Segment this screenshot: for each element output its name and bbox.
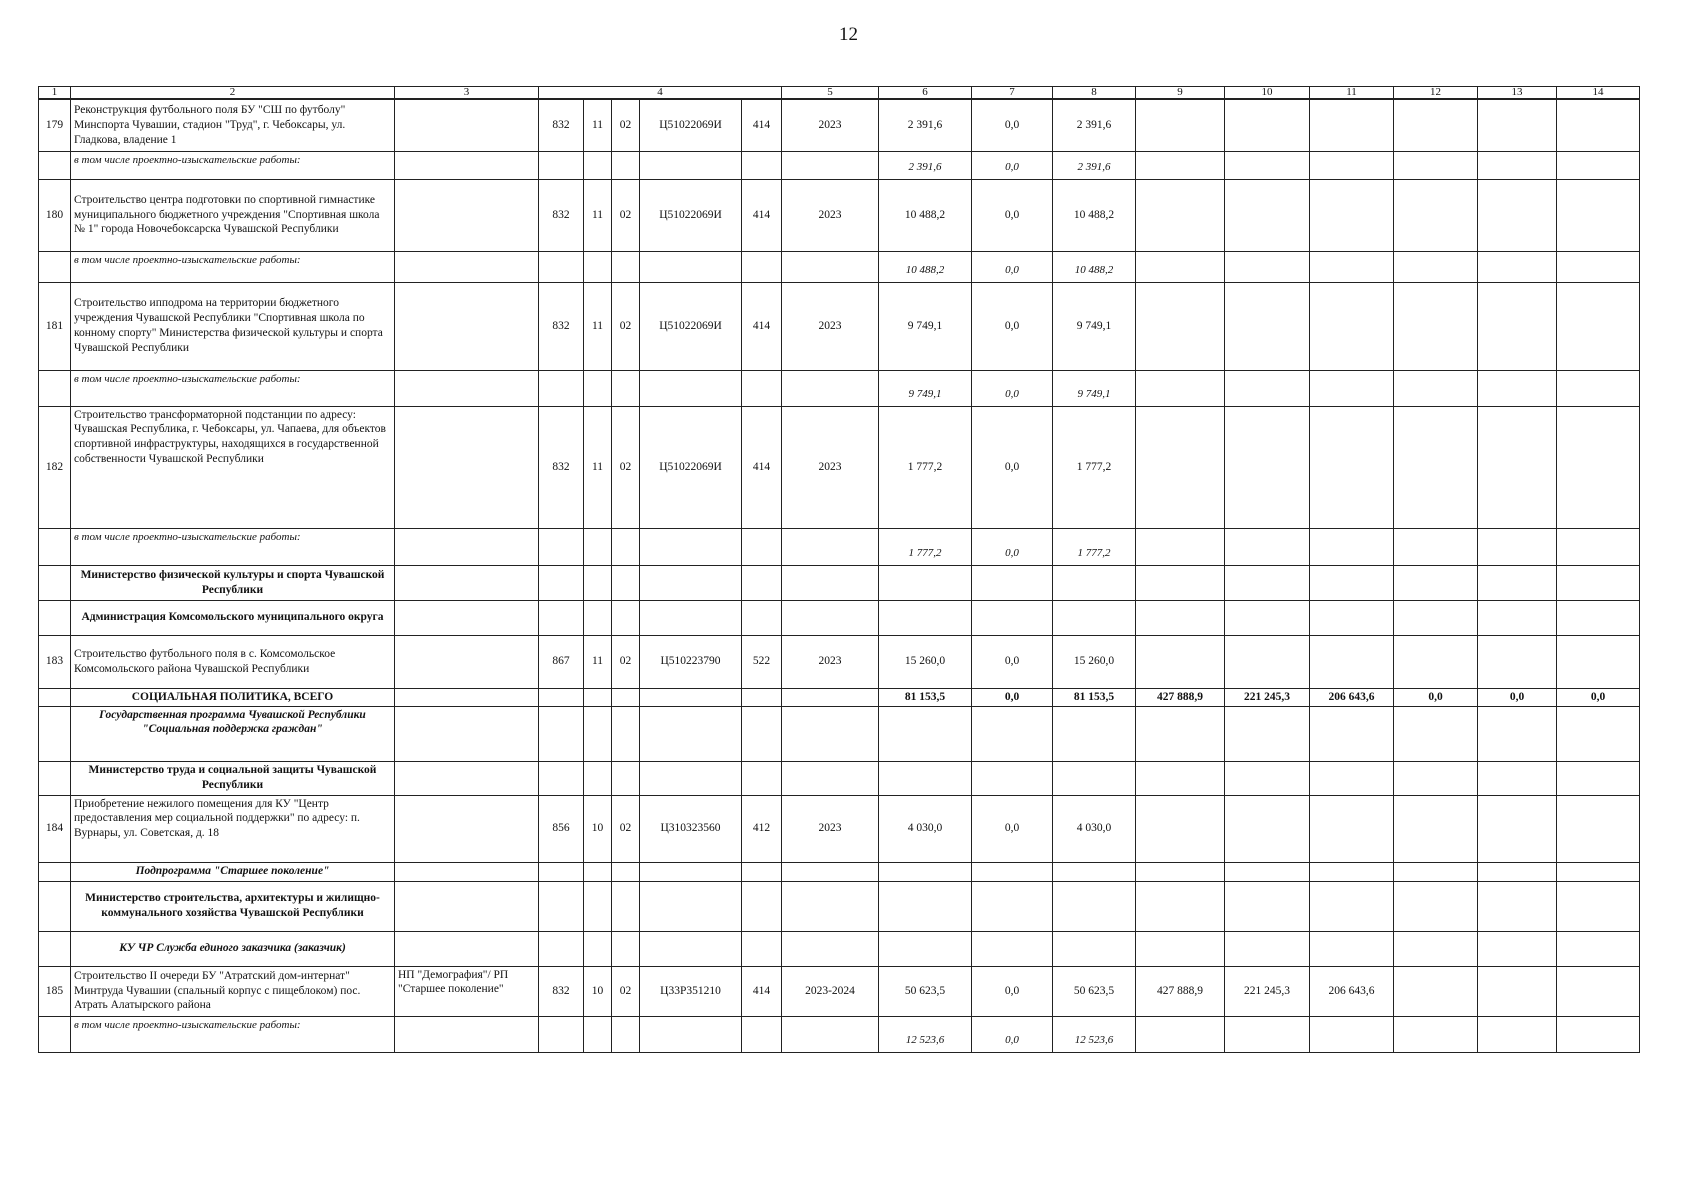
value-col7: 0,0: [972, 99, 1053, 151]
value-col8: 15 260,0: [1053, 635, 1136, 688]
row-number: 179: [39, 99, 71, 151]
subsection-code: 02: [612, 99, 640, 151]
row-number: 185: [39, 966, 71, 1016]
total-col6: 81 153,5: [879, 688, 972, 706]
target-article-code: Ц51022069И: [640, 406, 742, 528]
value-col7: 0,0: [972, 528, 1053, 565]
target-article-code: Ц51022069И: [640, 282, 742, 370]
value-col6: 10 488,2: [879, 251, 972, 282]
total-col8: 81 153,5: [1053, 688, 1136, 706]
object-name: Приобретение нежилого помещения для КУ "Центр предоставления мер социальной поддержки" по адресу: п. Вурнары, ул. Советская, д. 18: [71, 795, 395, 862]
table-subrow: [39, 370, 1640, 406]
row-number: 181: [39, 282, 71, 370]
page-number: 12: [839, 24, 858, 45]
table-subrow: [39, 251, 1640, 282]
year-cell: 2023: [782, 282, 879, 370]
expense-type-code: 522: [742, 635, 782, 688]
target-article-code: Ц51022069И: [640, 179, 742, 251]
table-row: [39, 282, 1640, 370]
value-col6: 50 623,5: [879, 966, 972, 1016]
total-col9: 427 888,9: [1136, 688, 1225, 706]
col-header: 2: [71, 87, 395, 100]
section-code: 10: [584, 795, 612, 862]
row-number: 184: [39, 795, 71, 862]
col-header: 12: [1394, 87, 1478, 100]
section-code: 10: [584, 966, 612, 1016]
total-col7: 0,0: [972, 688, 1053, 706]
expense-type-code: 414: [742, 282, 782, 370]
total-label: СОЦИАЛЬНАЯ ПОЛИТИКА, ВСЕГО: [71, 688, 395, 706]
subsection-code: 02: [612, 282, 640, 370]
col-header: 10: [1225, 87, 1310, 100]
section-heading-row: [39, 862, 1640, 881]
subrow-label: в том числе проектно-изыскательские работы:: [71, 251, 395, 282]
target-article-code: Ц510223790: [640, 635, 742, 688]
subsection-code: 02: [612, 966, 640, 1016]
value-col7: 0,0: [972, 1016, 1053, 1052]
value-col6: 4 030,0: [879, 795, 972, 862]
table-subrow: [39, 528, 1640, 565]
subsection-code: 02: [612, 635, 640, 688]
value-col8: 2 391,6: [1053, 99, 1136, 151]
year-cell: 2023: [782, 99, 879, 151]
table-row: [39, 406, 1640, 528]
value-col8: 10 488,2: [1053, 179, 1136, 251]
project-cell: [395, 635, 539, 688]
budget-table: [38, 86, 1640, 1053]
object-name: Строительство футбольного поля в с. Комсомольское Комсомольского района Чувашской Республики: [71, 635, 395, 688]
value-col7: 0,0: [972, 282, 1053, 370]
value-col6: 10 488,2: [879, 179, 972, 251]
value-col6: 1 777,2: [879, 406, 972, 528]
project-cell: [395, 282, 539, 370]
section-heading-row: [39, 706, 1640, 761]
section-heading: Администрация Комсомольского муниципального округа: [71, 600, 395, 635]
value-col9: 427 888,9: [1136, 966, 1225, 1016]
col-header: 14: [1557, 87, 1640, 100]
total-col11: 206 643,6: [1310, 688, 1394, 706]
grbs-code: 856: [539, 795, 584, 862]
project-cell: [395, 795, 539, 862]
project-cell: [395, 179, 539, 251]
value-col8: 1 777,2: [1053, 406, 1136, 528]
value-col8: 1 777,2: [1053, 528, 1136, 565]
total-col12: 0,0: [1394, 688, 1478, 706]
expense-type-code: 412: [742, 795, 782, 862]
target-article-code: Ц51022069И: [640, 99, 742, 151]
col-header: 9: [1136, 87, 1225, 100]
object-name: Строительство центра подготовки по спортивной гимнастике муниципального бюджетного учреждения "Спортивная школа № 1" города Новочебоксарска Чувашской Республики: [71, 179, 395, 251]
year-cell: 2023-2024: [782, 966, 879, 1016]
value-col8: 50 623,5: [1053, 966, 1136, 1016]
value-col7: 0,0: [972, 251, 1053, 282]
object-name: Строительство ипподрома на территории бюджетного учреждения Чувашской Республики "Спортивная школа по конному спорту" Министерства физической культуры и спорта Чувашской Республики: [71, 282, 395, 370]
section-code: 11: [584, 282, 612, 370]
year-cell: 2023: [782, 795, 879, 862]
value-col7: 0,0: [972, 795, 1053, 862]
value-col6: 1 777,2: [879, 528, 972, 565]
column-number-row: [39, 87, 1640, 100]
customer-heading: КУ ЧР Служба единого заказчика (заказчик): [71, 931, 395, 966]
value-col7: 0,0: [972, 635, 1053, 688]
total-col13: 0,0: [1478, 688, 1557, 706]
project-cell: НП "Демография"/ РП "Старшее поколение": [395, 966, 539, 1016]
grbs-code: 832: [539, 99, 584, 151]
expense-type-code: 414: [742, 406, 782, 528]
col-header: 11: [1310, 87, 1394, 100]
expense-type-code: 414: [742, 179, 782, 251]
section-heading: Министерство труда и социальной защиты Чувашской Республики: [71, 761, 395, 795]
value-col7: 0,0: [972, 151, 1053, 179]
grbs-code: 832: [539, 966, 584, 1016]
row-number: 180: [39, 179, 71, 251]
year-cell: 2023: [782, 635, 879, 688]
subsection-code: 02: [612, 406, 640, 528]
value-col7: 0,0: [972, 406, 1053, 528]
col-header: 3: [395, 87, 539, 100]
value-col8: 10 488,2: [1053, 251, 1136, 282]
section-code: 11: [584, 179, 612, 251]
grbs-code: 832: [539, 406, 584, 528]
total-col14: 0,0: [1557, 688, 1640, 706]
object-name: Реконструкция футбольного поля БУ "СШ по футболу" Минспорта Чувашии, стадион "Труд", г. Чебоксары, ул. Гладкова, владение 1: [71, 99, 395, 151]
section-code: 11: [584, 635, 612, 688]
table-row: [39, 795, 1640, 862]
row-number: 183: [39, 635, 71, 688]
value-col8: 2 391,6: [1053, 151, 1136, 179]
value-col7: 0,0: [972, 966, 1053, 1016]
section-heading: Министерство строительства, архитектуры и жилищно-коммунального хозяйства Чувашской Республики: [71, 881, 395, 931]
value-col7: 0,0: [972, 179, 1053, 251]
table-subrow: [39, 151, 1640, 179]
grbs-code: 832: [539, 179, 584, 251]
col-header: 8: [1053, 87, 1136, 100]
subrow-label: в том числе проектно-изыскательские работы:: [71, 151, 395, 179]
value-col11: 206 643,6: [1310, 966, 1394, 1016]
year-cell: 2023: [782, 179, 879, 251]
program-heading: Государственная программа Чувашской Республики "Социальная поддержка граждан": [71, 706, 395, 761]
project-cell: [395, 406, 539, 528]
value-col7: 0,0: [972, 370, 1053, 406]
value-col8: 9 749,1: [1053, 282, 1136, 370]
table-subrow: [39, 1016, 1640, 1052]
value-col8: 12 523,6: [1053, 1016, 1136, 1052]
value-col6: 12 523,6: [879, 1016, 972, 1052]
target-article-code: Ц33Р351210: [640, 966, 742, 1016]
row-number: 182: [39, 406, 71, 528]
value-col10: 221 245,3: [1225, 966, 1310, 1016]
col-header: 4: [539, 87, 782, 100]
value-col6: 15 260,0: [879, 635, 972, 688]
object-name: Строительство трансформаторной подстанции по адресу: Чувашская Республика, г. Чебоксары, ул. Чапаева, для объектов спортивной инфраструктуры, находящихся в государственной собственности Чувашской Республики: [71, 406, 395, 528]
value-col6: 2 391,6: [879, 151, 972, 179]
section-heading-row: [39, 881, 1640, 931]
section-heading: Министерство физической культуры и спорта Чувашской Республики: [71, 565, 395, 600]
col-header: 7: [972, 87, 1053, 100]
col-header: 13: [1478, 87, 1557, 100]
value-col8: 4 030,0: [1053, 795, 1136, 862]
subrow-label: в том числе проектно-изыскательские работы:: [71, 528, 395, 565]
value-col6: 9 749,1: [879, 282, 972, 370]
section-heading-row: [39, 565, 1640, 600]
value-col8: 9 749,1: [1053, 370, 1136, 406]
subsection-code: 02: [612, 179, 640, 251]
subrow-label: в том числе проектно-изыскательские работы:: [71, 370, 395, 406]
object-name: Строительство II очереди БУ "Атратский дом-интернат" Минтруда Чувашии (спальный корпус с пищеблоком) пос. Атрать Алатырского района: [71, 966, 395, 1016]
year-cell: 2023: [782, 406, 879, 528]
section-heading-row: [39, 600, 1640, 635]
section-heading-row: [39, 931, 1640, 966]
value-col6: 9 749,1: [879, 370, 972, 406]
grbs-code: 832: [539, 282, 584, 370]
table-row: [39, 966, 1640, 1016]
total-col10: 221 245,3: [1225, 688, 1310, 706]
table-row: [39, 99, 1640, 151]
target-article-code: Ц310323560: [640, 795, 742, 862]
col-header: 1: [39, 87, 71, 100]
table-row: [39, 635, 1640, 688]
section-code: 11: [584, 99, 612, 151]
total-row: [39, 688, 1640, 706]
expense-type-code: 414: [742, 966, 782, 1016]
expense-type-code: 414: [742, 99, 782, 151]
subsection-code: 02: [612, 795, 640, 862]
section-code: 11: [584, 406, 612, 528]
col-header: 5: [782, 87, 879, 100]
subrow-label: в том числе проектно-изыскательские работы:: [71, 1016, 395, 1052]
subprogram-heading: Подпрограмма "Старшее поколение": [71, 862, 395, 881]
grbs-code: 867: [539, 635, 584, 688]
table-row: [39, 179, 1640, 251]
project-cell: [395, 99, 539, 151]
section-heading-row: [39, 761, 1640, 795]
col-header: 6: [879, 87, 972, 100]
value-col6: 2 391,6: [879, 99, 972, 151]
